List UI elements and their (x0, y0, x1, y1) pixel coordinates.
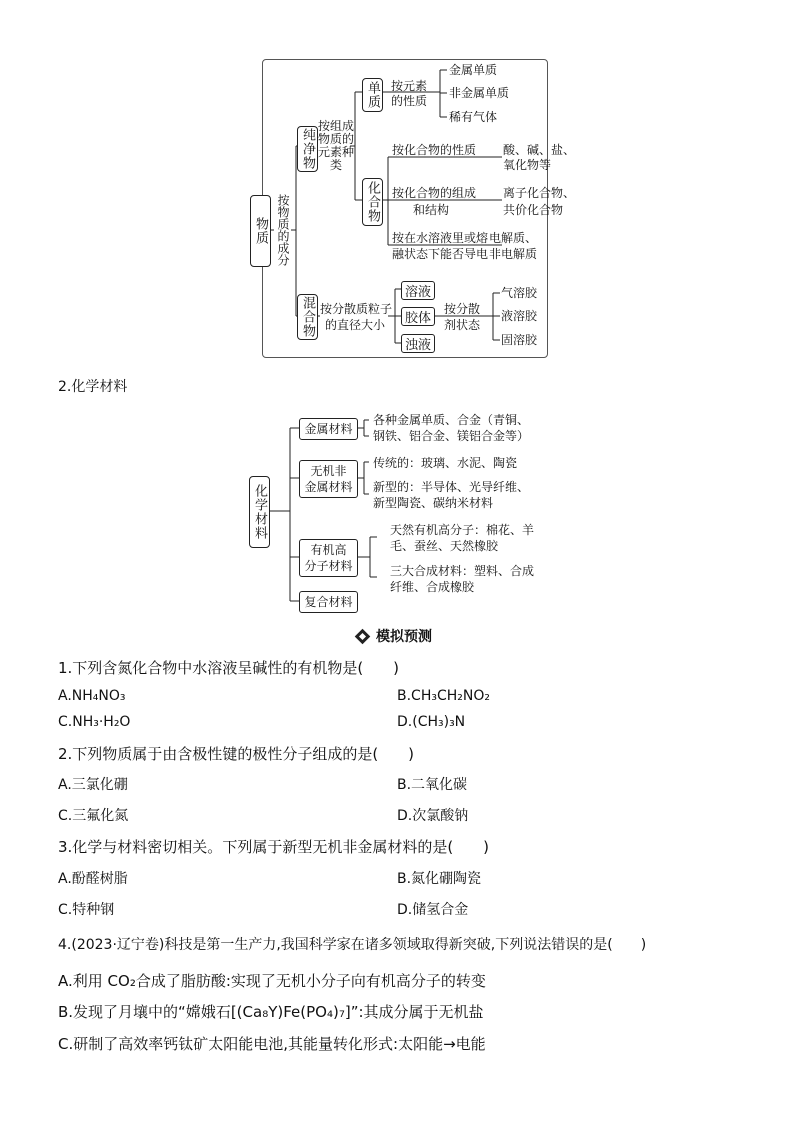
option-a: A.三氯化硼 (58, 777, 128, 793)
node-polymer-label-1: 有机高 (310, 543, 347, 557)
label-by-compound-structure-1: 按化合物的组成 (392, 186, 477, 200)
detail-metal-2: 钢铁、铝合金、镁铝合金等） (373, 429, 530, 443)
leaf-acid-base-salt: 酸、碱、盐、 (503, 143, 576, 157)
option-d: D.(CH₃)₃N (397, 714, 466, 730)
leaf-metal-element: 金属单质 (449, 63, 498, 77)
label-by-particle-size-1: 按分散质粒子 (320, 302, 393, 316)
node-organic-polymer-materials (299, 539, 358, 577)
option-a: A.NH₄NO₃ (58, 688, 126, 704)
node-polymer-label-2: 分子材料 (304, 559, 353, 573)
node-inorganic-label-2: 金属材料 (304, 480, 353, 494)
node-composite-materials (299, 591, 358, 613)
label-by-elements: 按组成物质的元素种类 (318, 119, 355, 172)
detail-synthetic-2: 纤维、合成橡胶 (390, 580, 475, 594)
label-by-dispersant-2: 剂状态 (444, 318, 481, 332)
option-b: B.发现了月壤中的“嫦娥石[(Ca₈Y)Fe(PO₄)₇]”:其成分属于无机盐 (58, 1003, 484, 1021)
node-composite-label: 复合材料 (304, 595, 353, 609)
badge-label: 模拟预测 (376, 629, 432, 645)
option-c: C.三氟化氮 (58, 808, 129, 824)
option-b: B.二氧化碳 (397, 777, 468, 793)
question-stem: 1.下列含氮化合物中水溶液呈碱性的有机物是( ) (58, 659, 400, 677)
detail-metal-1: 各种金属单质、合金（青铜、 (373, 413, 530, 427)
node-metal-materials-label: 金属材料 (304, 422, 353, 436)
option-c: C.特种钢 (58, 902, 115, 918)
node-solution: 溶液 (401, 281, 435, 300)
diamond-icon (355, 628, 371, 644)
section-title-materials: 2.化学材料 (58, 379, 128, 395)
mock-prediction-badge (353, 626, 432, 646)
leaf-noble-gas: 稀有气体 (449, 110, 498, 124)
label-by-dispersant-1: 按分散 (444, 302, 481, 316)
leaf-solid-sol: 固溶胶 (501, 333, 538, 347)
leaf-liquid-sol: 液溶胶 (501, 309, 538, 323)
detail-new-type-1: 新型的：半导体、光导纤维、 (373, 480, 530, 494)
label-by-conductivity-2: 融状态下能否导电 (392, 247, 489, 261)
leaf-aerosol: 气溶胶 (501, 286, 538, 300)
question-stem: 2.下列物质属于由含极性键的极性分子组成的是( ) (58, 745, 415, 763)
node-suspension: 浊液 (401, 334, 435, 353)
leaf-covalent-compound: 共价化合物 (503, 203, 564, 217)
root-node-matter: 物质 (250, 195, 271, 267)
leaf-electrolyte: 电解质、 (489, 231, 538, 245)
leaf-nonmetal-element: 非金属单质 (449, 86, 510, 100)
label-by-composition: 按物质的成分 (276, 194, 290, 266)
option-a: A.利用 CO₂合成了脂肪酸:实现了无机小分子向有机高分子的转变 (58, 972, 486, 990)
option-b: B.氮化硼陶瓷 (397, 871, 482, 887)
detail-new-type-2: 新型陶瓷、碳纳米材料 (373, 496, 494, 510)
question-stem: 3.化学与材料密切相关。下列属于新型无机非金属材料的是( ) (58, 838, 490, 856)
node-compound: 化合物 (362, 178, 383, 226)
option-c: C.NH₃·H₂O (58, 714, 131, 730)
node-inorganic-nonmetal-materials (299, 460, 358, 498)
option-d: D.储氢合金 (397, 902, 469, 918)
option-c: C.研制了高效率钙钛矿太阳能电池,其能量转化形式:太阳能→电能 (58, 1035, 486, 1053)
node-inorganic-label-1: 无机非 (310, 464, 347, 478)
root-node-chemical-materials: 化学材料 (249, 476, 270, 548)
label-by-compound-structure-2: 和结构 (413, 203, 450, 217)
question-stem: 4.(2023·辽宁卷)科技是第一生产力,我国科学家在诸多领域取得新突破,下列说法错误的是( ) (58, 937, 647, 953)
detail-natural-polymer-2: 毛、蚕丝、天然橡胶 (390, 539, 499, 553)
label-by-conductivity-1: 按在水溶液里或熔 (392, 231, 489, 245)
leaf-oxide: 氧化物等 (503, 158, 552, 172)
node-mixture: 混合物 (297, 294, 318, 340)
label-by-element-property-1: 按元素 (391, 79, 428, 93)
leaf-non-electrolyte: 非电解质 (489, 247, 538, 261)
detail-traditional: 传统的：玻璃、水泥、陶瓷 (373, 456, 518, 470)
detail-natural-polymer-1: 天然有机高分子：棉花、羊 (390, 523, 535, 537)
option-d: D.次氯酸钠 (397, 808, 469, 824)
node-metal-materials (299, 418, 358, 440)
detail-synthetic-1: 三大合成材料：塑料、合成 (390, 564, 535, 578)
option-a: A.酚醛树脂 (58, 871, 128, 887)
leaf-ionic-compound: 离子化合物、 (503, 186, 576, 200)
label-by-compound-property: 按化合物的性质 (392, 143, 477, 157)
label-by-element-property-2: 的性质 (391, 94, 428, 108)
option-b: B.CH₃CH₂NO₂ (397, 688, 490, 704)
node-elemental-substance: 单质 (362, 78, 383, 112)
node-pure-substance: 纯净物 (297, 126, 318, 172)
node-colloid: 胶体 (401, 307, 435, 326)
label-by-particle-size-2: 的直径大小 (325, 318, 386, 332)
